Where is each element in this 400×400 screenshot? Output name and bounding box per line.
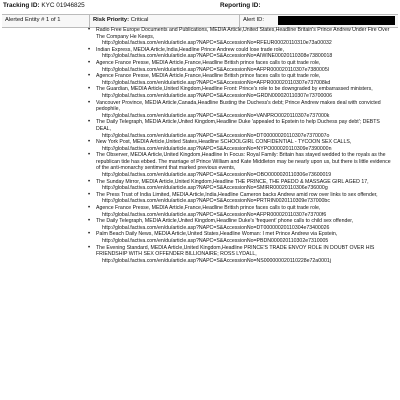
list-item: [0, 60, 400, 73]
bullet-icon: •: [88, 27, 91, 33]
bullet-icon: •: [88, 152, 91, 159]
bullet-icon: •: [88, 231, 91, 238]
bullet-icon: •: [88, 205, 91, 212]
alerted-entity-cell: [2, 15, 90, 27]
redaction-bar: [278, 16, 395, 25]
article-description: Vancouver Province, MEDIA Article,Canada,Headline Busting the Duchess's debt; Prince Andrew makes deal with convicted pedophile,: [96, 99, 381, 113]
bullet-icon: •: [88, 244, 91, 251]
bullet-icon: •: [88, 46, 91, 53]
list-item: [0, 139, 400, 152]
list-item: [0, 245, 400, 265]
article-link[interactable]: http://global.factiva.com/en/du/article.asp?NAPC=S&AccessionNo=VANPRO0020110307e737000k: [102, 112, 330, 119]
article-link[interactable]: http://global.factiva.com/en/du/article.asp?NAPC=S&AccessionNo=DT00000020110304e73400026: [102, 224, 330, 231]
bullet-icon: •: [88, 139, 91, 146]
article-description: The Daily Telegraph, MEDIA Article,United Kingdom,Headline Duke's 'frequent' phone calls to child sex offender,: [96, 218, 354, 225]
article-link[interactable]: http://global.factiva.com/en/du/article.asp?NAPC=S&AccessionNo=AFPR000020110307e737008kd: [102, 79, 331, 86]
risk-priority-cell: [90, 15, 240, 27]
bullet-icon: •: [88, 73, 91, 80]
tracking-id: [3, 0, 85, 12]
list-item: [0, 73, 400, 86]
tracking-value: KYC 01946825: [41, 2, 85, 9]
article-link[interactable]: http://global.factiva.com/en/du/article.asp?NAPC=S&AccessionNo=AFPR000020110307e7380005l: [102, 66, 329, 73]
list-item: [0, 86, 400, 99]
media-article-list: [0, 27, 400, 264]
risk-value: Critical: [130, 17, 149, 23]
entity-value: 1 of 1: [45, 17, 61, 23]
list-item: [0, 119, 400, 139]
list-item: [0, 231, 400, 244]
alert-label: Alert ID:: [243, 17, 264, 23]
article-link[interactable]: http://global.factiva.com/en/du/article.asp?NAPC=S&AccessionNo=OBO0000020110306e73600019: [102, 172, 332, 179]
bullet-icon: •: [88, 99, 91, 106]
list-item: [0, 47, 400, 60]
list-item: [0, 100, 400, 120]
list-item: [0, 192, 400, 205]
article-link[interactable]: http://global.factiva.com/en/du/article.asp?NAPC=S&AccessionNo=AFPR000020110307e73700f6: [102, 211, 327, 218]
bullet-icon: •: [88, 86, 91, 93]
article-link[interactable]: http://global.factiva.com/en/du/article.asp?NAPC=S&AccessionNo=NS000000020110228e72a0001j: [102, 257, 331, 264]
article-link[interactable]: http://global.factiva.com/en/du/article.asp?NAPC=S&AccessionNo=NYPO000020110309e7390000n: [102, 145, 332, 152]
article-description: New York Post, MEDIA Article,United States,Headline SCHOOLGIRL CONFIDENTIAL - TYCOON SEX CALLS,: [96, 139, 352, 146]
article-link[interactable]: http://global.factiva.com/en/du/article.asp?NAPC=S&AccessionNo=DT00000020110307e7370007o: [102, 132, 330, 139]
article-description: Agence France Presse, MEDIA Article,France,Headline British prince faces calls to quit trade role,: [96, 73, 321, 80]
bullet-icon: •: [88, 191, 91, 198]
article-link[interactable]: http://global.factiva.com/en/du/article.asp?NAPC=S&AccessionNo=RFEUR00020110310e73a00032: [102, 40, 332, 47]
list-item: [0, 218, 400, 231]
risk-label: Risk Priority:: [93, 17, 130, 23]
article-description: The Guardian, MEDIA Article,United Kingdom,Headline Front: Prince's role to be downgraded by embarrassed ministers,: [96, 86, 373, 93]
article-description: Indian Express, MEDIA Article,India,Headline Prince Andrew could lose trade role,: [96, 46, 284, 53]
article-link[interactable]: http://global.factiva.com/en/du/article.asp?NAPC=S&AccessionNo=SMIRR00020110306e736000g: [102, 185, 328, 192]
bullet-icon: •: [88, 218, 91, 225]
alert-header-row: [2, 14, 398, 28]
article-description: The Sunday Mirror, MEDIA Article,United Kingdom,Headline THE PRINCE, THE PAEDO & MASSAGE GIRL AGED 17,: [96, 178, 369, 185]
entity-label: Alerted Entity #: [5, 17, 45, 23]
bullet-icon: •: [88, 178, 91, 185]
article-link[interactable]: http://global.factiva.com/en/du/article.asp?NAPC=S&AccessionNo=AIWINE00020110308e73800018: [102, 53, 333, 60]
bullet-icon: •: [88, 119, 91, 126]
list-item: [0, 205, 400, 218]
tracking-label: Tracking ID:: [3, 2, 40, 9]
article-description: Agence France Presse, MEDIA Article,France,Headline British prince faces calls to quit trade role,: [96, 205, 321, 212]
article-description: The Observer, MEDIA Article,United Kingdom,Headline In Focus: Royal Family: Britain has stayed wedded to the royals as the republican tide has ebbed. The marriage of Prince William and Kate Middleton may be nearly upon us, but there is little evidence of the anti-monarchy sentiment that marked previous events,: [96, 152, 391, 172]
reporting-label: Reporting ID:: [220, 2, 261, 9]
article-link[interactable]: http://global.factiva.com/en/du/article.asp?NAPC=S&AccessionNo=PBDN000020110302e7310005: [102, 238, 329, 244]
list-item: [0, 152, 400, 178]
article-link[interactable]: http://global.factiva.com/en/du/article.asp?NAPC=S&AccessionNo=GRDN000020110307e73700006: [102, 92, 333, 99]
article-link[interactable]: http://global.factiva.com/en/du/article.asp?NAPC=S&AccessionNo=PRTRIN0020110309e737000bc: [102, 198, 330, 205]
article-description: Agence France Presse, MEDIA Article,France,Headline British prince faces calls to quit trade role,: [96, 59, 321, 66]
list-item: [0, 27, 400, 47]
article-description: Palm Beach Daily News, MEDIA Article,United States,Headline Woman: I met Prince Andrew via Epstein,: [96, 231, 338, 238]
reporting-id: [220, 0, 260, 12]
alert-id-cell: [240, 15, 398, 27]
bullet-icon: •: [88, 59, 91, 66]
list-item: [0, 179, 400, 192]
article-description: The Press Trust of India Limited, MEDIA Article,India,Headline Cameron backs Andrew amid row over links to sex offender,: [96, 191, 378, 198]
article-description: Radio Free Europe Documents and Publications, MEDIA Article,United States,Headline Britain's Prince Andrew Under Fire Over The Company He Keeps,: [96, 27, 390, 40]
article-description: The Evening Standard, MEDIA Article,United Kingdom,Headline PRINCE'S TRADE ENVOY ROLE IN DOUBT OVER HIS FRIENDSHIP WITH SEX OFFENDER BILLIONAIRE; ROSS LYDALL,: [96, 244, 375, 258]
article-description: The Daily Telegraph, MEDIA Article,United Kingdom,Headline Duke 'appealed to Epstein to help Duchess pay debt'; DEBTS DEAL,: [96, 119, 380, 132]
top-bar: [0, 0, 400, 12]
